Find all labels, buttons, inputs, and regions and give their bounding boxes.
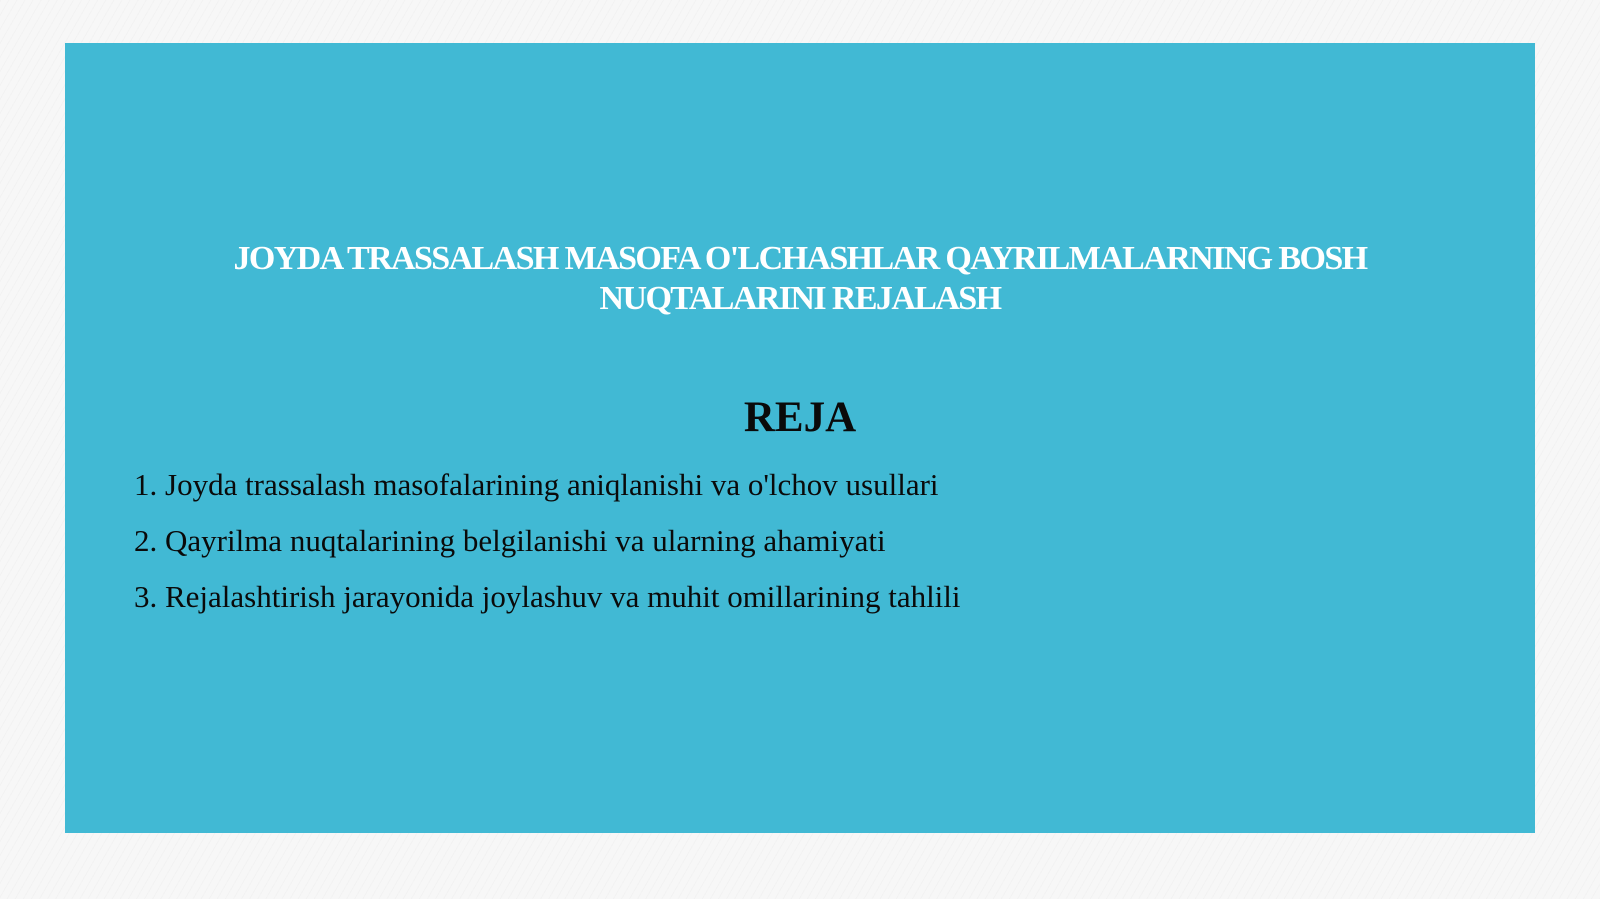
plan-item: 3. Rejalashtirish jarayonida joylashuv va muhit omillarining tahlili (134, 579, 961, 614)
slide-title-line: JOYDA TRASSALASH MASOFA O'LCHASHLAR QAYRILMALARNING BOSH (233, 240, 1367, 277)
plan-item: 1. Joyda trassalash masofalarining aniqlanishi va o'lchov usullari (134, 467, 939, 502)
slide-title-line: NUQTALARINI REJALASH (599, 280, 1001, 317)
plan-item: 2. Qayrilma nuqtalarining belgilanishi va ularning ahamiyati (134, 523, 886, 558)
plan-list (134, 457, 961, 625)
slide-title (65, 239, 1535, 319)
plan-heading: REJA (743, 394, 857, 441)
slide (65, 43, 1535, 833)
